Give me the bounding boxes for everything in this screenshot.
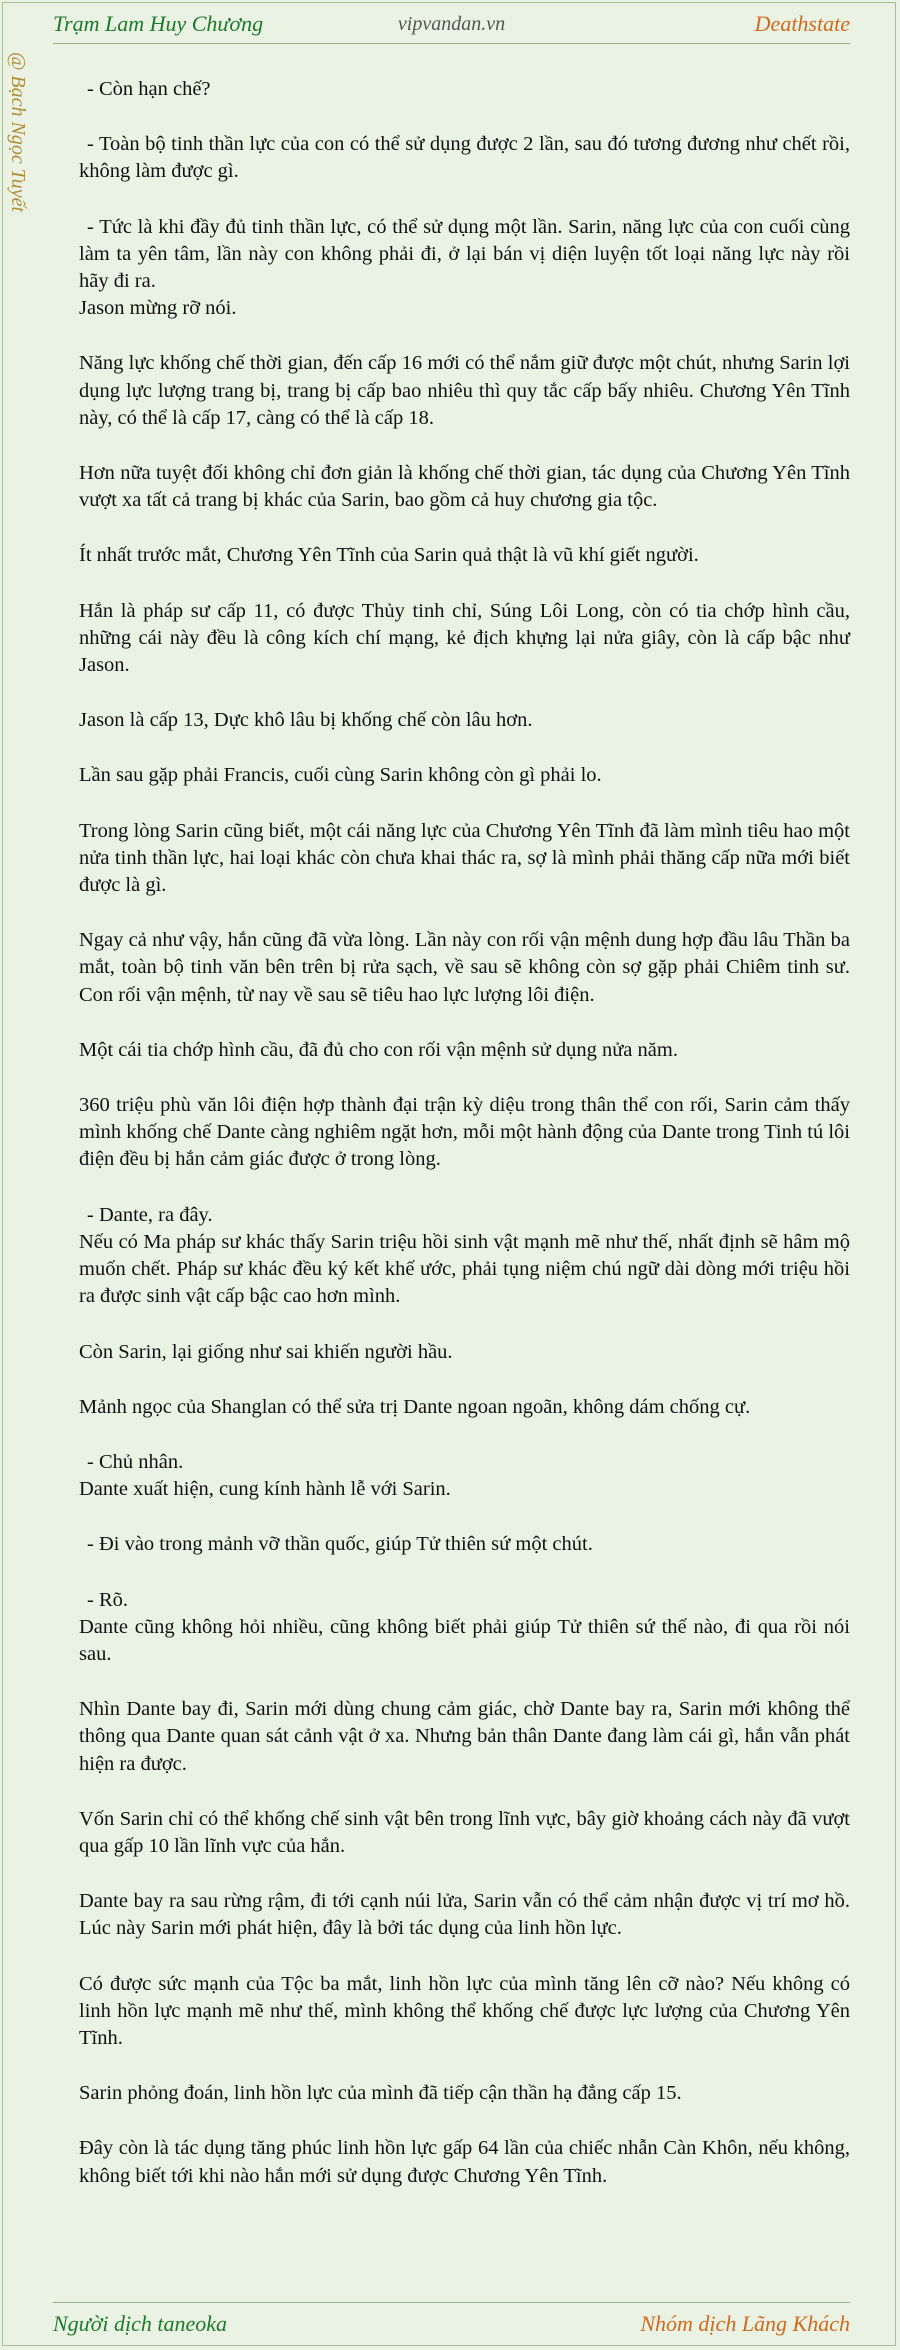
paragraph-line: Nếu có Ma pháp sư khác thấy Sarin triệu hồi sinh vật mạnh mẽ như thế, nhất định sẽ hâm mộ muốn chết. Pháp sư khác đều ký kết khế ước, phải tụng niệm chú ngữ dài dòng mới triệu hồi ra được sinh vật cấp bậc cao hơn mình. <box>79 1230 850 1308</box>
paragraph-line: - Tức là khi đầy đủ tinh thần lực, có thể sử dụng một lần. Sarin, năng lực của con cuối cùng làm ta yên tâm, lần này con không phải đi, ở lại bán vị diện luyện tốt loại năng lực này rồi hãy đi ra. <box>79 215 850 293</box>
header-divider <box>53 43 850 44</box>
paragraph-line: Còn Sarin, lại giống như sai khiến người hầu. <box>79 1340 453 1363</box>
paragraph-line: - Còn hạn chế? <box>87 78 211 100</box>
paragraph-line: Jason là cấp 13, Dực khô lâu bị khống chế còn lâu hơn. <box>79 709 533 732</box>
paragraph <box>79 1696 850 1778</box>
paragraph-line: Ngay cả như vậy, hắn cũng đã vừa lòng. Lần này con rối vận mệnh dung hợp đầu lâu Thần ba mắt, toàn bộ tinh văn bên trên bị rửa sạch, về sau sẽ không còn sợ gặp phải Chiêm tinh sư. Con rối vận mệnh, từ nay về sau sẽ tiêu hao lực lượng lôi điện. <box>79 929 850 1006</box>
page-footer <box>53 2307 850 2341</box>
page-header <box>53 6 850 42</box>
side-credit-text: @ Bạch Ngọc Tuyết <box>7 52 29 213</box>
footer-group: Nhóm dịch Lãng Khách <box>640 2311 850 2336</box>
header-story-title: Deathstate <box>754 11 850 36</box>
paragraph-line: 360 triệu phù văn lôi điện hợp thành đại trận kỳ diệu trong thân thể con rối, Sarin cảm thấy mình khống chế Dante càng nghiêm ngặt hơn, mỗi một hành động của Dante trong Tinh tú lôi điện đều bị hắn cảm giác được ở trong lòng. <box>79 1094 850 1171</box>
paragraph <box>79 1339 850 1366</box>
paragraph-line: Vốn Sarin chỉ có thể khống chế sinh vật bên trong lĩnh vực, bây giờ khoảng cách này đã vượt qua gấp 10 lần lĩnh vực của hắn. <box>79 1807 850 1857</box>
paragraph-line: Jason mừng rỡ nói. <box>79 297 237 320</box>
paragraph-line: Dante xuất hiện, cung kính hành lễ với Sarin. <box>79 1478 451 1501</box>
paragraph-line: - Chủ nhân. <box>87 1450 184 1473</box>
paragraph <box>79 460 850 514</box>
paragraph <box>79 927 850 1009</box>
footer-divider <box>53 2302 850 2303</box>
paragraph-line: Trong lòng Sarin cũng biết, một cái năng lực của Chương Yên Tĩnh đã làm mình tiêu hao một nửa tinh thần lực, hai loại khác còn chưa khai thác ra, sợ là mình phải thăng cấp nữa mới biết được là gì. <box>79 819 850 897</box>
paragraph-line: Một cái tia chớp hình cầu, đã đủ cho con rối vận mệnh sử dụng nửa năm. <box>79 1038 678 1061</box>
paragraph-line: Nhìn Dante bay đi, Sarin mới dùng chung cảm giác, chờ Dante bay ra, Sarin mới không thể thông qua Dante quan sát cảnh vật ở xa. Nhưng bản thân Dante đang làm cái gì, hắn vẫn phát hiện ra được. <box>79 1698 850 1775</box>
paragraph <box>79 214 850 323</box>
paragraph-line: Mảnh ngọc của Shanglan có thể sửa trị Dante ngoan ngoãn, không dám chống cự. <box>79 1395 751 1418</box>
paragraph-line: Dante bay ra sau rừng rậm, đi tới cạnh núi lửa, Sarin vẫn có thể cảm nhận được vị trí mơ hồ. Lúc này Sarin mới phát hiện, đây là bởi tác dụng của linh hồn lực. <box>79 1890 850 1940</box>
paragraph <box>79 1806 850 1860</box>
paragraph <box>79 542 850 569</box>
paragraph-line: Lần sau gặp phải Francis, cuối cùng Sarin không còn gì phải lo. <box>79 764 602 787</box>
paragraph <box>79 1037 850 1064</box>
header-domain: vipvandan.vn <box>397 13 506 35</box>
paragraph <box>79 598 850 680</box>
header-site-name: Trạm Lam Huy Chương <box>53 11 264 36</box>
paragraph-line: Đây còn là tác dụng tăng phúc linh hồn lực gấp 64 lần của chiếc nhẫn Càn Khôn, nếu không, không biết tới khi nào hắn mới sử dụng được Chương Yên Tĩnh. <box>79 2137 850 2187</box>
paragraph <box>79 131 850 185</box>
paragraph <box>79 707 850 734</box>
paragraph <box>79 1587 850 1669</box>
paragraph-line: Ít nhất trước mắt, Chương Yên Tĩnh của Sarin quả thật là vũ khí giết người. <box>79 544 699 567</box>
paragraph-line: Dante cũng không hỏi nhiều, cũng không biết phải giúp Tử thiên sứ thế nào, đi qua rồi nói sau. <box>79 1615 850 1665</box>
paragraph <box>79 818 850 900</box>
paragraph-line: Sarin phỏng đoán, linh hồn lực của mình đã tiếp cận thần hạ đẳng cấp 15. <box>79 2082 682 2105</box>
paragraph-line: Hơn nữa tuyệt đối không chỉ đơn giản là khống chế thời gian, tác dụng của Chương Yên Tĩnh vượt xa tất cả trang bị khác của Sarin, bao gồm cả huy chương gia tộc. <box>79 462 850 512</box>
paragraph <box>79 1202 850 1311</box>
paragraph-line: - Dante, ra đây. <box>87 1203 213 1226</box>
paragraph <box>79 762 850 789</box>
paragraph <box>79 1092 850 1174</box>
paragraph-line: - Toàn bộ tinh thần lực của con có thể sử dụng được 2 lần, sau đó tương đương như chết rồi, không làm được gì. <box>79 133 850 183</box>
paragraph <box>79 1394 850 1421</box>
paragraph-line: Năng lực khống chế thời gian, đến cấp 16 mới có thể nắm giữ được một chút, nhưng Sarin lợi dụng lực lượng trang bị, trang bị cấp bao nhiêu thì quy tắc cấp bấy nhiêu. Chương Yên Tĩnh này, có thể là cấp 17, càng có thể là cấp 18. <box>79 352 850 429</box>
footer-translator: Người dịch taneoka <box>53 2311 228 2336</box>
paragraph <box>79 2080 850 2107</box>
paragraph <box>79 1531 850 1558</box>
paragraph-line: - Đi vào trong mảnh vỡ thần quốc, giúp Tử thiên sứ một chút. <box>87 1533 593 1556</box>
paragraph <box>79 2135 850 2189</box>
paragraph <box>79 76 850 103</box>
paragraph-line: Hắn là pháp sư cấp 11, có được Thủy tinh chỉ, Súng Lôi Long, còn có tia chớp hình cầu, những cái này đều là công kích chí mạng, kẻ địch khựng lại nửa giây, còn là cấp bậc như Jason. <box>79 599 850 677</box>
chapter-text <box>79 76 850 2218</box>
paragraph <box>79 1449 850 1503</box>
paragraph-line: - Rõ. <box>87 1588 128 1611</box>
paragraph <box>79 1888 850 1942</box>
paragraph-line: Có được sức mạnh của Tộc ba mắt, linh hồn lực của mình tăng lên cỡ nào? Nếu không có linh hồn lực mạnh mẽ như thế, mình không thể khống chế được lực lượng của Chương Yên Tĩnh. <box>79 1972 850 2049</box>
side-credit <box>0 52 40 272</box>
paragraph <box>79 1971 850 2053</box>
paragraph <box>79 350 850 432</box>
